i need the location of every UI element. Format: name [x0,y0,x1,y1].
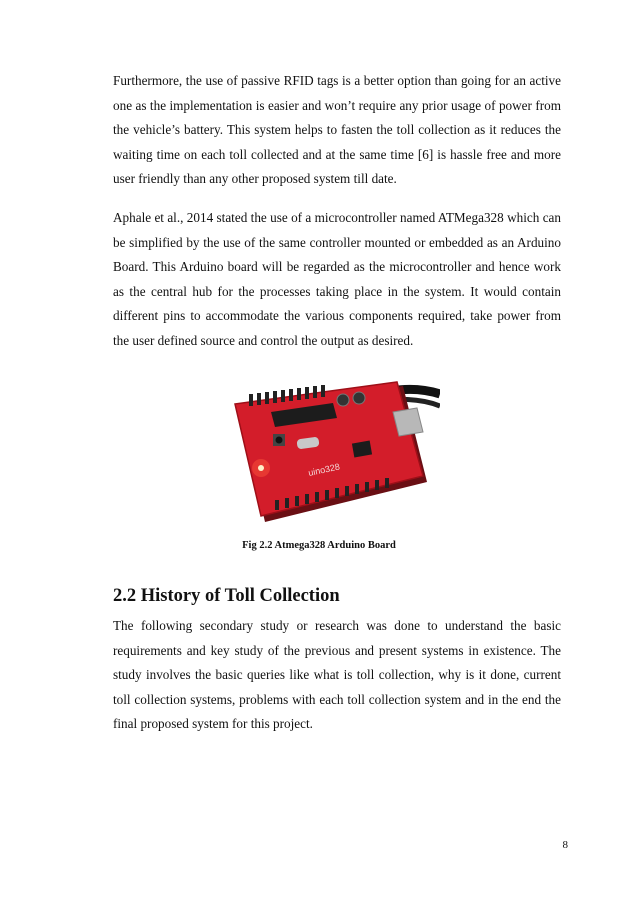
capacitor-1 [337,394,349,406]
arduino-board-figure [225,372,440,528]
body-paragraph-rfid: Furthermore, the use of passive RFID tags is a better option than going for an active one as the implementation is easier and won’t require any prior usage of power from the vehicle’s battery. This system helps to fasten the toll collection as it reduces the waiting time on each toll collected and at the same time [6] is hassle free and more user friendly than any other proposed system till date. [113,73,561,186]
body-paragraph-history: The following secondary study or research was done to understand the basic requirements and key study of the previous and present systems in existence. The study involves the basic queries like what is toll collection, why is it done, current toll collection systems, problems with each toll collection system and in the end the final proposed system for this project. [113,618,561,731]
arduino-board-illustration [225,372,440,528]
body-paragraph-microcontroller: Aphale et al., 2014 stated the use of a microcontroller named ATMega328 which can be simplified by the use of the same controller mounted or embedded as an Arduino Board. This Arduino board will be regarded as the microcontroller and hence work as the central hub for the processes taking place in the system. It would contain different pins to accommodate the various components required, take power from the user defined source and control the output as desired. [113,210,561,348]
board-silk-label: uino328 [307,461,341,478]
capacitor-2 [353,392,365,404]
section-heading: 2.2 History of Toll Collection [113,586,340,606]
led [258,465,264,471]
figure-caption: Fig 2.2 Atmega328 Arduino Board [242,540,396,551]
usb-port [393,408,423,436]
page-number: 8 [562,839,568,851]
